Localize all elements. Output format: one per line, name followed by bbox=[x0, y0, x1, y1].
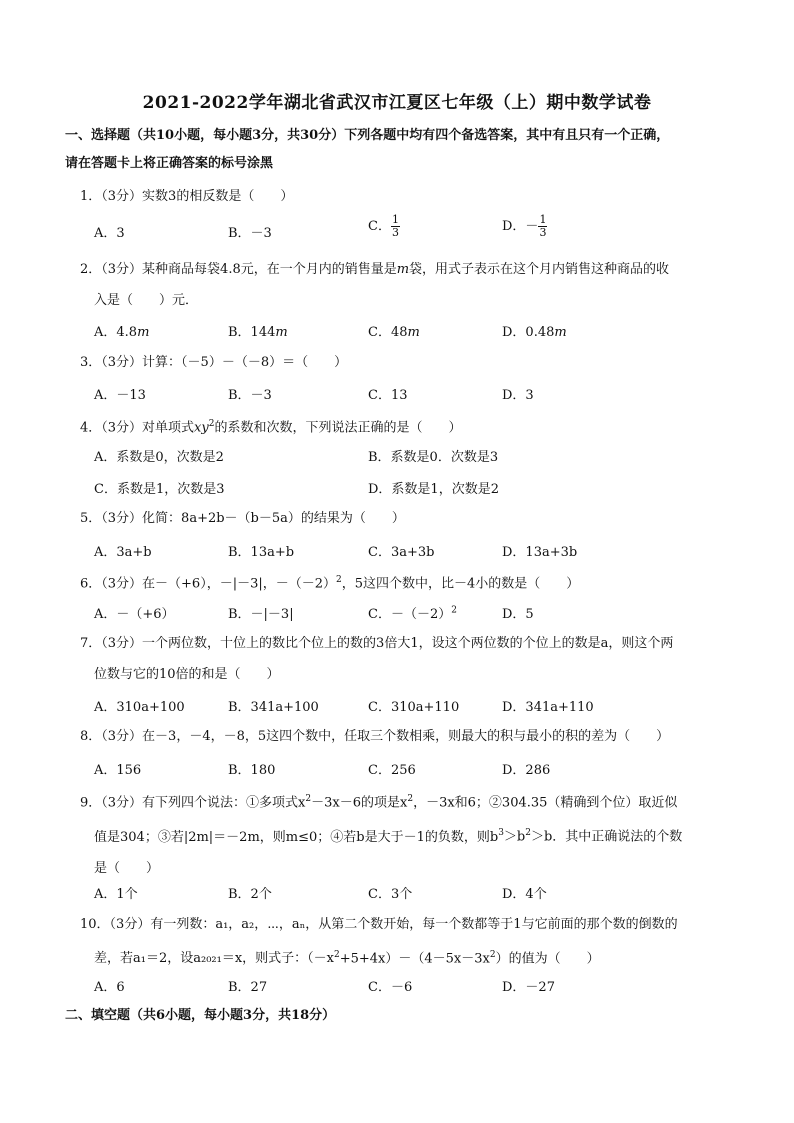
option-d: D．5 bbox=[502, 607, 534, 622]
option-c: C．310a+110 bbox=[368, 700, 460, 715]
option-b: B．2个 bbox=[228, 887, 272, 902]
question-7: 7．（3分）一个两位数，十位上的数比个位上的数的3倍大1，设这个两位数的个位上的数是a，则这个两 位数与它的10倍的和是（ ） bbox=[80, 636, 674, 682]
option-a: A．系数是0，次数是2 bbox=[94, 450, 224, 465]
question-2: 2．（3分）某种商品每袋4.8元，在一个月内的销售量是m袋，用式子表示在这个月内销售这种商品的收 入是（ ）元． bbox=[80, 262, 670, 308]
question-4-options-row-2 bbox=[94, 478, 734, 500]
question-8-options bbox=[94, 759, 734, 781]
question-1-options bbox=[94, 213, 734, 244]
option-a: A．156 bbox=[94, 763, 142, 778]
option-b: B．－3 bbox=[228, 226, 272, 241]
option-a: A．－13 bbox=[94, 388, 146, 403]
question-10: 10．（3分）有一列数：a₁，a₂，⋯，aₙ，从第二个数开始，每一个数都等于1与它前面的那个数的倒数的 差，若a₁＝2，设a₂₀₂₁＝x，则式子：$(-x^2+5+4x)-(4-5x-3x^2)$的值为（ ） bbox=[80, 917, 678, 967]
option-a: A．4.8m bbox=[94, 325, 150, 340]
section-1-line-1: 一、选择题（共10小题，每小题3分，共30分）下列各题中均有四个备选答案，其中有且只有一个正确， bbox=[65, 128, 670, 143]
option-b: B．13a+b bbox=[228, 545, 295, 560]
option-c: C．$-(-2)^2$ bbox=[368, 605, 457, 622]
question-9: 9．（3分）有下列四个说法：①多项式$x^2-3x-6$的项是$x^2$，－3x和6；②304.35（精确到个位）取近似 值是304；③若|2m|＝－2m，则m≤0；④若b是大于－1的负数，则$b^3>b^2>b$．其中正确说法的个数 是（ ） bbox=[80, 794, 683, 876]
option-a: A．3 bbox=[94, 226, 125, 241]
option-d: D．13a+3b bbox=[502, 545, 578, 560]
option-b: B．－3 bbox=[228, 388, 272, 403]
option-a: A．310a+100 bbox=[94, 700, 185, 715]
question-6-options bbox=[94, 603, 734, 625]
option-b: B．180 bbox=[228, 763, 276, 778]
option-d: D．286 bbox=[502, 763, 551, 778]
question-6: 6．（3分）在－（+6），－|－3|，$-(-2)^2$，5这四个数中，比－4小的数是（ ） bbox=[80, 575, 580, 592]
option-a: A．3a+b bbox=[94, 545, 152, 560]
question-8: 8．（3分）在－3，－4，－8，5这四个数中，任取三个数相乘，则最大的积与最小的积的差为（ ） bbox=[80, 729, 670, 744]
question-4: 4．（3分）对单项式$xy^2$的系数和次数，下列说法正确的是（ ） bbox=[80, 419, 462, 436]
option-b: B．27 bbox=[228, 980, 268, 995]
option-b: B．－|－3| bbox=[228, 607, 294, 622]
option-d: D．341a+110 bbox=[502, 700, 594, 715]
option-a: A．1个 bbox=[94, 887, 138, 902]
question-4-options-row-1 bbox=[94, 446, 734, 468]
option-a: A．6 bbox=[94, 980, 125, 995]
option-d: D．－ $\frac{1}{3}$ bbox=[502, 213, 547, 239]
question-10-options bbox=[94, 976, 734, 998]
question-3: 3．（3分）计算：（－5）－（－8）＝（ ） bbox=[80, 355, 348, 370]
option-d: D．系数是1，次数是2 bbox=[368, 482, 499, 497]
option-c: C．3个 bbox=[368, 887, 413, 902]
question-2-options bbox=[94, 321, 734, 343]
section-2-heading: 二、填空题（共6小题，每小题3分，共18分） bbox=[65, 1008, 336, 1023]
question-1: 1．（3分）实数3的相反数是（ ） bbox=[80, 189, 294, 204]
page-title: 2021-2022学年湖北省武汉市江夏区七年级（上）期中数学试卷 bbox=[142, 93, 652, 113]
option-c: C．48m bbox=[368, 325, 420, 340]
question-5: 5．（3分）化简：8a+2b－（b－5a）的结果为（ ） bbox=[80, 511, 405, 526]
option-c: C．3a+3b bbox=[368, 545, 435, 560]
option-c: C．256 bbox=[368, 763, 416, 778]
option-c: C．系数是1，次数是3 bbox=[94, 482, 225, 497]
option-d: D．4个 bbox=[502, 887, 547, 902]
question-9-options bbox=[94, 883, 734, 905]
option-c: C．13 bbox=[368, 388, 408, 403]
option-a: A．－（+6） bbox=[94, 607, 175, 622]
option-c: C．－6 bbox=[368, 980, 413, 995]
question-3-options bbox=[94, 384, 734, 406]
question-5-options bbox=[94, 541, 734, 563]
option-b: B．144m bbox=[228, 325, 288, 340]
option-d: D．3 bbox=[502, 388, 534, 403]
option-d: D．－27 bbox=[502, 980, 555, 995]
section-1-heading bbox=[65, 122, 735, 178]
option-d: D．0.48m bbox=[502, 325, 567, 340]
section-1-line-2: 请在答题卡上将正确答案的标号涂黑 bbox=[65, 156, 274, 171]
option-b: B．341a+100 bbox=[228, 700, 319, 715]
question-7-options bbox=[94, 696, 734, 718]
option-c: C． $\frac{1}{3}$ bbox=[368, 213, 399, 239]
option-b: B．系数是0．次数是3 bbox=[368, 450, 499, 465]
